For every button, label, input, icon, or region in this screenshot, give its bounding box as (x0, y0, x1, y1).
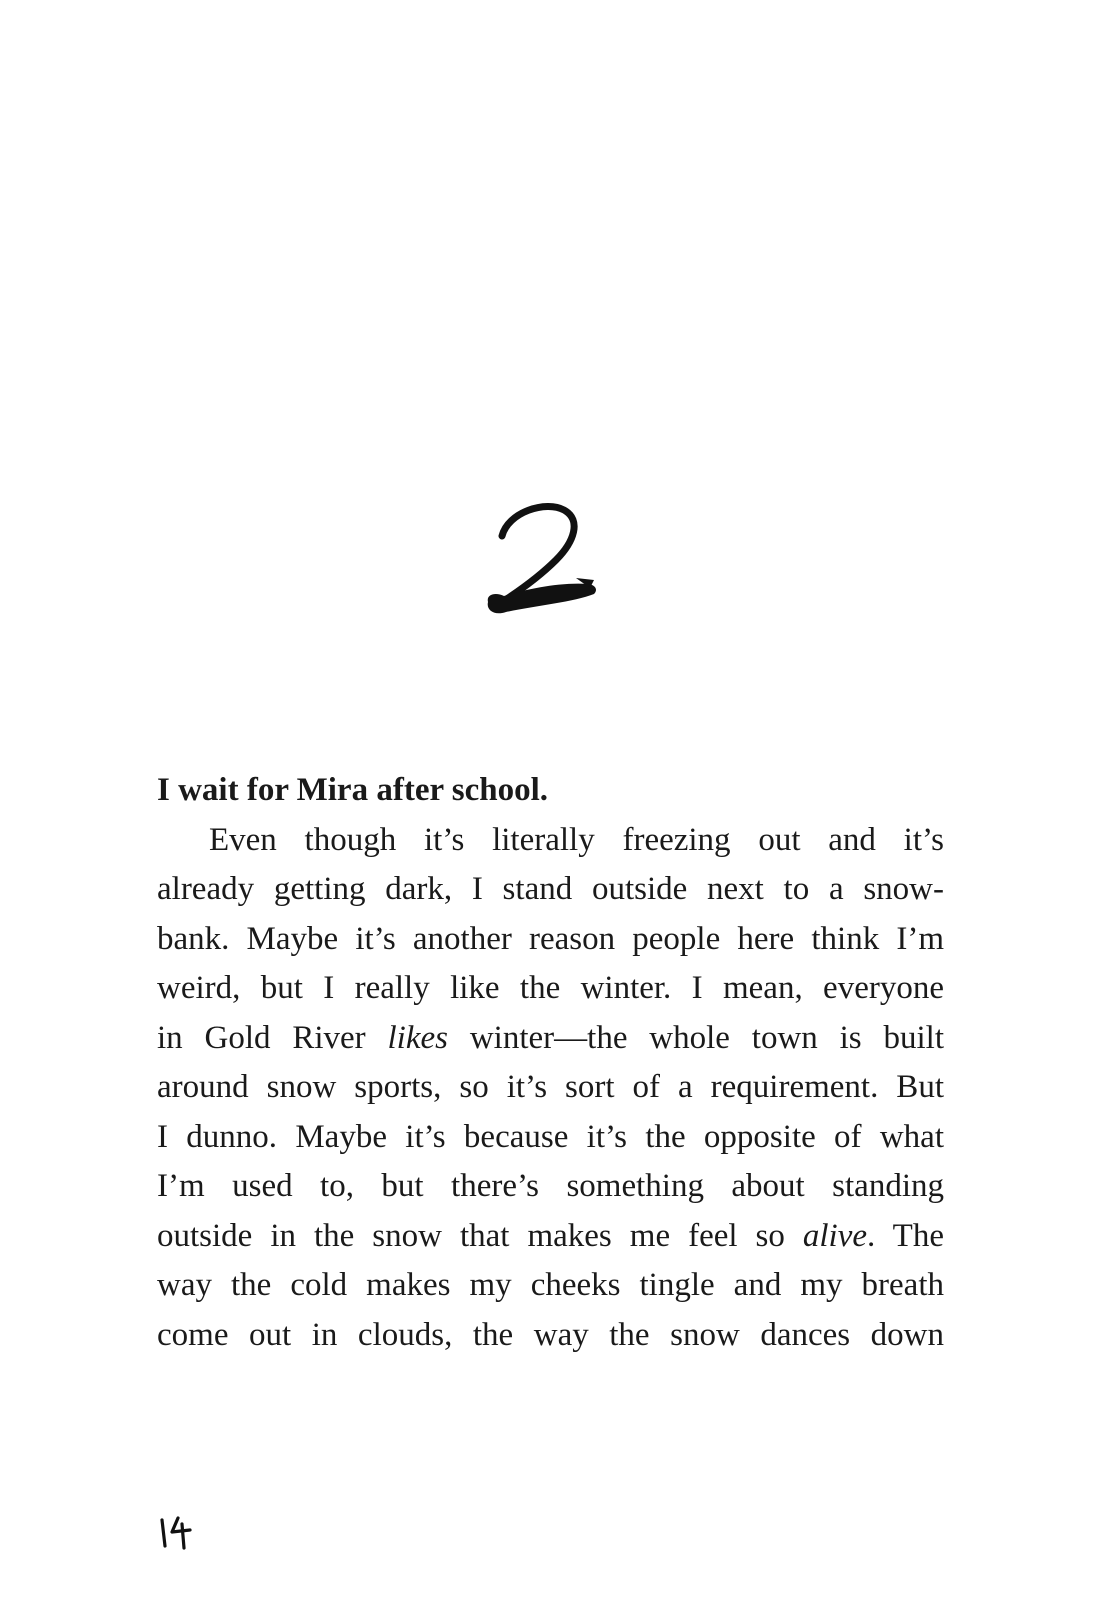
text-line (157, 1311, 944, 1361)
text-run: in Gold River (157, 1019, 388, 1056)
text-line (157, 1162, 944, 1212)
page-number-glyph (156, 1512, 196, 1552)
body-text (157, 766, 944, 1360)
text-run: I’m used to, but there’s something about standing (157, 1168, 944, 1204)
text-line (157, 1113, 944, 1163)
emphasis-text: likes (387, 1019, 448, 1056)
text-run: I dunno. Maybe it’s because it’s the opposite of what (157, 1118, 944, 1155)
text-run: already getting dark, I stand outside next to a snow- (157, 871, 944, 907)
text-line (157, 1014, 944, 1064)
page-number (156, 1512, 196, 1552)
paragraph (157, 816, 944, 1361)
text-line (157, 1261, 944, 1311)
text-run: weird, but I really like the winter. I mean, everyone (157, 970, 944, 1006)
text-run: come out in clouds, the way the snow dances down (157, 1316, 944, 1353)
chapter-number (478, 498, 608, 628)
lead-sentence: I wait for Mira after school. (157, 772, 549, 808)
text-run: bank. Maybe it’s another reason people here think I’m (157, 920, 944, 957)
text-run: outside in the snow that makes me feel so (157, 1217, 803, 1254)
emphasis-text: alive (802, 1217, 868, 1254)
text-line (157, 1212, 944, 1262)
text-run: Even though it’s literally freezing out and it’s (209, 821, 944, 858)
chapter-number-glyph (478, 498, 608, 628)
text-line (157, 964, 944, 1014)
text-run: way the cold makes my cheeks tingle and my breath (157, 1267, 944, 1303)
text-run: . The (867, 1217, 944, 1254)
text-line (157, 816, 944, 866)
text-line (157, 865, 944, 915)
text-line (157, 915, 944, 965)
text-run: winter—the whole town is built (448, 1019, 944, 1056)
text-run: around snow sports, so it’s sort of a requirement. But (157, 1069, 944, 1105)
text-line (157, 1063, 944, 1113)
